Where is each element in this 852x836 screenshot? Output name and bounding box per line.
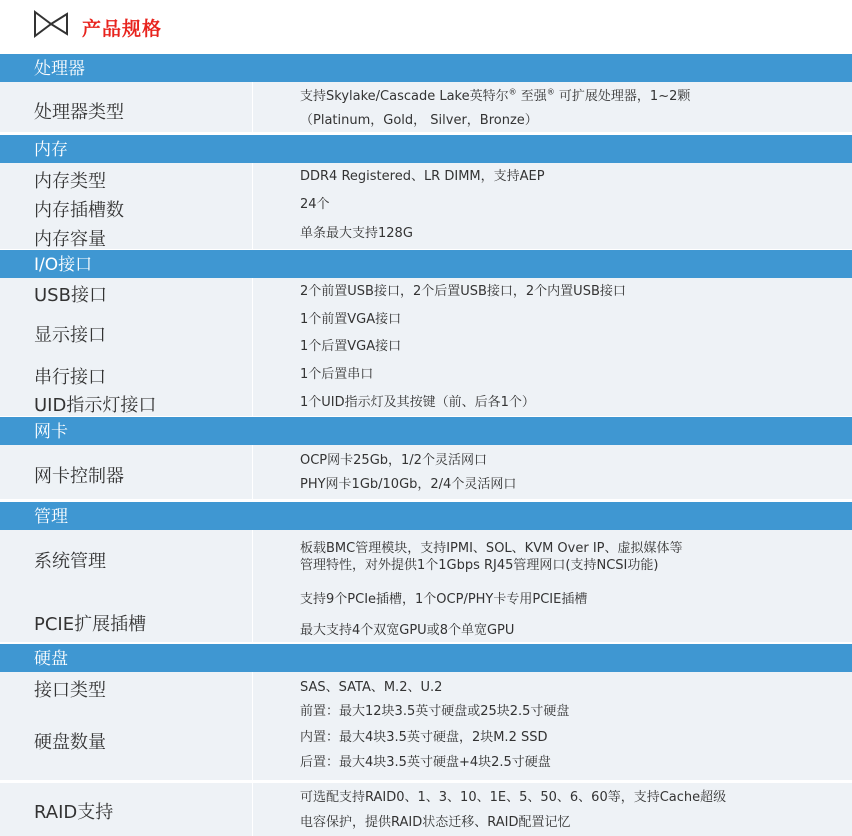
display-value-1: 1个前置VGA接口 [300, 312, 402, 327]
processor-type-label: 处理器类型 [34, 102, 124, 123]
disk-count-value-1: 前置：最大12块3.5英寸硬盘或25块2.5寸硬盘 [300, 704, 570, 719]
column-divider [252, 530, 253, 642]
section-header-nic: 网卡 [0, 417, 852, 445]
display-value-2: 1个后置VGA接口 [300, 339, 402, 354]
raid-block [0, 783, 852, 836]
disk-block [0, 672, 852, 780]
uid-value: 1个UID指示灯及其按键（前、后各1个） [300, 395, 535, 410]
raid-value-1: 可选配支持RAID0、1、3、10、1E、5、50、6、60等，支持Cache超级 [300, 790, 727, 805]
section-header-memory: 内存 [0, 135, 852, 163]
memory-slots-label: 内存插槽数 [34, 200, 124, 221]
pcie-slots-value-1: 支持9个PCIe插槽，1个OCP/PHY卡专用PCIE插槽 [300, 592, 588, 607]
processor-type-value-1: 支持Skylake/Cascade Lake英特尔® 至强® 可扩展处理器，1~2颗 [300, 87, 691, 104]
usb-value: 2个前置USB接口，2个后置USB接口，2个内置USB接口 [300, 284, 626, 299]
column-divider [252, 783, 253, 836]
processor-type-value-2: （Platinum，Gold， Silver，Bronze） [300, 113, 538, 128]
disk-count-label: 硬盘数量 [34, 732, 106, 753]
raid-value-2: 电容保护，提供RAID状态迁移、RAID配置记忆 [300, 815, 571, 830]
serial-value: 1个后置串口 [300, 367, 374, 382]
section-header-processor: 处理器 [0, 54, 852, 82]
mgmt-block [0, 530, 852, 642]
header [0, 0, 852, 52]
system-mgmt-value-2: 管理特性，对外提供1个1Gbps RJ45管理网口(支持NCSI功能) [300, 558, 659, 573]
column-divider [252, 163, 253, 249]
nic-controller-value-1: OCP网卡25Gb，1/2个灵活网口 [300, 453, 487, 468]
section-header-disk: 硬盘 [0, 644, 852, 672]
nic-controller-label: 网卡控制器 [34, 466, 124, 487]
io-block [0, 278, 852, 416]
nic-controller-value-2: PHY网卡1Gb/10Gb，2/4个灵活网口 [300, 477, 517, 492]
disk-count-value-3: 后置：最大4块3.5英寸硬盘+4块2.5寸硬盘 [300, 755, 551, 770]
section-header-io: I/O接口 [0, 250, 852, 278]
memory-capacity-label: 内存容量 [34, 229, 106, 250]
serial-label: 串行接口 [34, 367, 106, 388]
bowtie-logo-icon [33, 10, 69, 38]
uid-label: UID指示灯接口 [34, 395, 157, 416]
memory-type-label: 内存类型 [34, 171, 106, 192]
memory-type-value: DDR4 Registered、LR DIMM，支持AEP [300, 169, 545, 184]
memory-block [0, 163, 852, 249]
raid-label: RAID支持 [34, 802, 114, 823]
nic-block [0, 445, 852, 499]
column-divider [252, 445, 253, 499]
disk-interface-value: SAS、SATA、M.2、U.2 [300, 680, 443, 695]
usb-label: USB接口 [34, 285, 107, 306]
display-label: 显示接口 [34, 325, 106, 346]
processor-block [0, 82, 852, 132]
section-header-mgmt: 管理 [0, 502, 852, 530]
system-mgmt-label: 系统管理 [34, 551, 106, 572]
disk-count-value-2: 内置：最大4块3.5英寸硬盘，2块M.2 SSD [300, 730, 548, 745]
memory-slots-value: 24个 [300, 197, 330, 212]
pcie-slots-label: PCIE扩展插槽 [34, 614, 147, 635]
pcie-slots-value-2: 最大支持4个双宽GPU或8个单宽GPU [300, 623, 515, 638]
memory-capacity-value: 单条最大支持128G [300, 226, 413, 241]
column-divider [252, 672, 253, 780]
system-mgmt-value-1: 板载BMC管理模块，支持IPMI、SOL、KVM Over IP、虚拟媒体等 [300, 541, 683, 556]
column-divider [252, 82, 253, 132]
page-title: 产品规格 [82, 18, 163, 40]
column-divider [252, 278, 253, 416]
disk-interface-label: 接口类型 [34, 680, 106, 701]
